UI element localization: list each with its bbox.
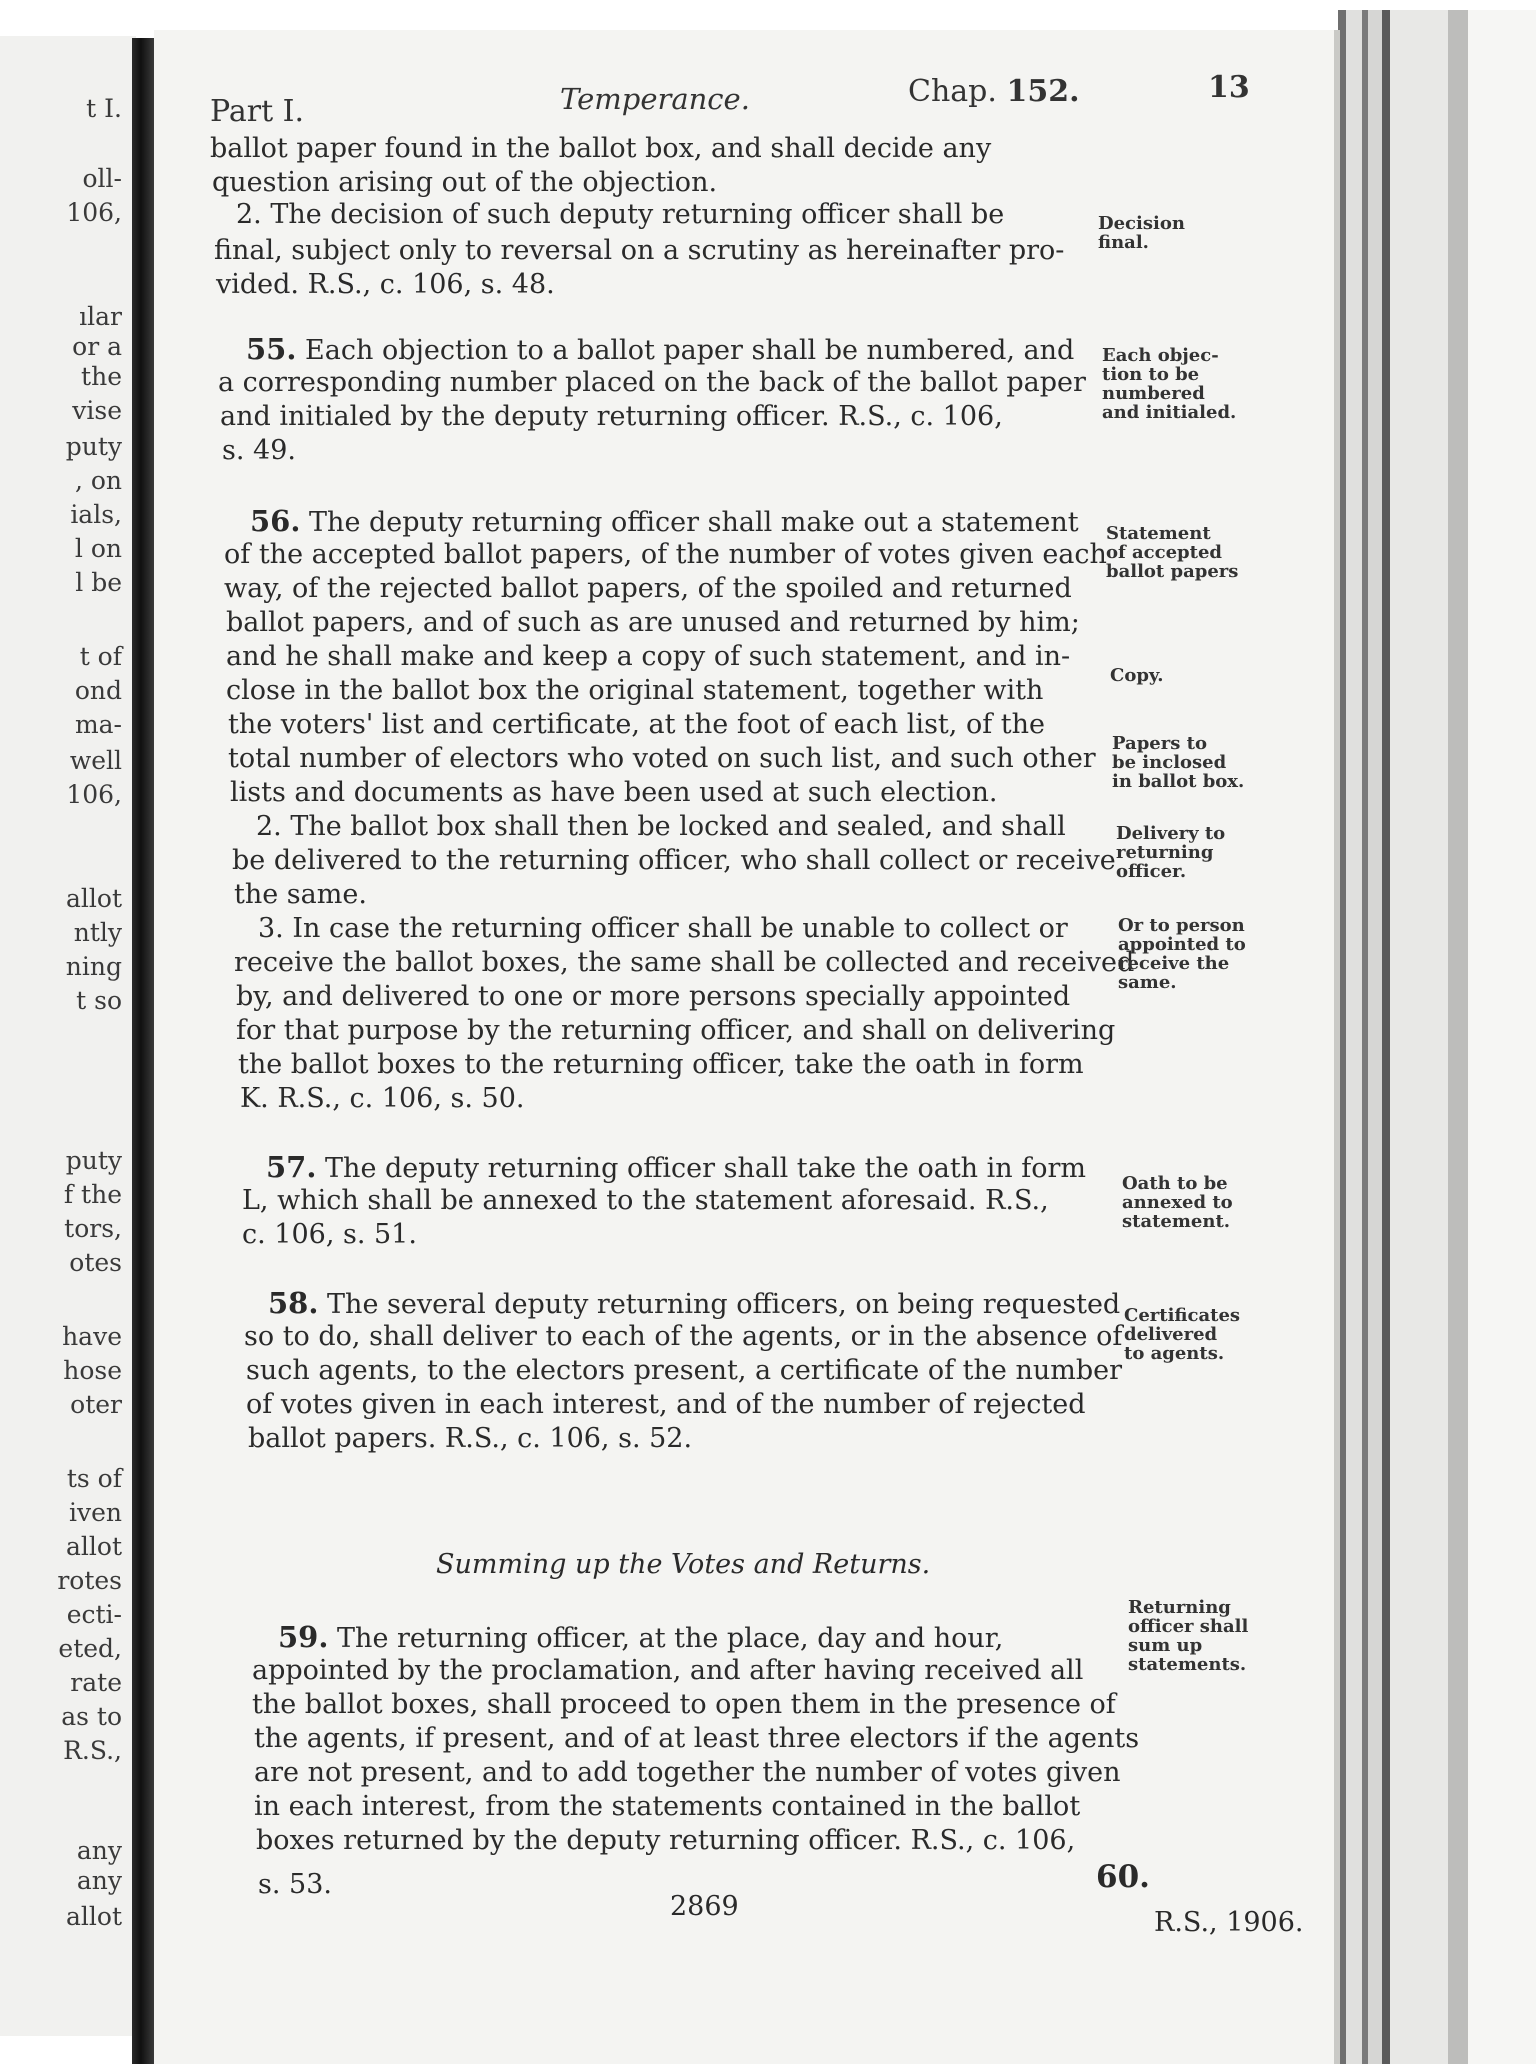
left-page-text-fragment: puty xyxy=(65,1146,122,1175)
left-page-text-fragment: allot xyxy=(66,1532,122,1561)
text-line: ballot paper found in the ballot box, and shall decide any xyxy=(210,133,992,164)
margin-note-certificates: Certificates delivered to agents. xyxy=(1124,1305,1241,1364)
left-page-text-fragment: puty xyxy=(65,432,122,461)
book-gutter xyxy=(132,38,154,2064)
left-page-text-fragment: ond xyxy=(74,676,122,705)
page-edges xyxy=(1338,10,1536,2064)
text-line: K. R.S., c. 106, s. 50. xyxy=(240,1083,525,1114)
text-line: 3. In case the returning officer shall be unable to collect or xyxy=(258,913,1068,944)
left-page-text-fragment: R.S., xyxy=(63,1736,122,1765)
text-line: s. 49. xyxy=(222,435,296,466)
left-page-text-fragment: ılar xyxy=(79,302,122,331)
left-page-text-fragment: l be xyxy=(75,568,122,597)
text-line: of the accepted ballot papers, of the number of votes given each xyxy=(224,539,1107,570)
section-55-line: 55. Each objection to a ballot paper shall be numbered, and xyxy=(246,332,1075,366)
subheading: Summing up the Votes and Returns. xyxy=(436,1549,931,1580)
margin-note-objection: Each objec- tion to be numbered and initialed. xyxy=(1102,345,1237,423)
section-56-line: 56. The deputy returning officer shall make out a statement xyxy=(250,504,1079,538)
text-line: ballot papers. R.S., c. 106, s. 52. xyxy=(248,1423,693,1454)
text-line: close in the ballot box the original statement, together with xyxy=(226,675,1044,706)
margin-note-person: Or to person appointed to receive the same. xyxy=(1118,915,1246,993)
left-page-text-fragment: as to xyxy=(61,1702,122,1731)
chapter-number: 152. xyxy=(1006,74,1080,109)
margin-note-returning: Returning officer shall sum up statements. xyxy=(1128,1597,1249,1675)
left-page-text-fragment: l on xyxy=(74,534,122,563)
text-line: so to do, shall deliver to each of the agents, or in the absence of xyxy=(244,1321,1123,1352)
left-page-text-fragment: eted, xyxy=(58,1634,122,1663)
left-page-text-fragment: or a xyxy=(72,332,122,361)
text-line: appointed by the proclamation, and after having received all xyxy=(252,1655,1084,1686)
left-page-text-fragment: any xyxy=(76,1836,122,1865)
folio-number: 2869 xyxy=(670,1891,739,1922)
left-page-text-fragment: f the xyxy=(63,1180,122,1209)
margin-note-statement: Statement of accepted ballot papers xyxy=(1106,523,1239,582)
text-line: 2. The ballot box shall then be locked and sealed, and shall xyxy=(256,811,1066,842)
text-line: of votes given in each interest, and of the number of rejected xyxy=(246,1389,1086,1420)
edition-mark: R.S., 1906. xyxy=(1154,1907,1304,1938)
text-line: a corresponding number placed on the back of the ballot paper xyxy=(218,367,1086,398)
header-title: Temperance. xyxy=(560,82,750,116)
left-page-text-fragment: t of xyxy=(79,642,122,671)
text-line: final, subject only to reversal on a scrutiny as hereinafter pro- xyxy=(214,235,1065,266)
left-page-text-fragment: have xyxy=(62,1322,122,1351)
text-line: such agents, to the electors present, a certificate of the number xyxy=(246,1355,1123,1386)
text-line: and he shall make and keep a copy of such statement, and in- xyxy=(226,641,1071,672)
chapter-label: Chap. xyxy=(908,74,997,109)
left-page-fragment xyxy=(0,36,136,2036)
section-58-line: 58. The several deputy returning officers, on being requested xyxy=(268,1286,1121,1320)
margin-note-delivery: Delivery to returning officer. xyxy=(1116,823,1226,882)
section-59-line: 59. The returning officer, at the place, day and hour, xyxy=(278,1620,1004,1654)
catchword: 60. xyxy=(1096,1859,1150,1895)
text-line: the ballot boxes to the returning officer, take the oath in form xyxy=(238,1049,1084,1080)
text-line: and initialed by the deputy returning officer. R.S., c. 106, xyxy=(220,401,1003,432)
left-page-text-fragment: ning xyxy=(65,952,122,981)
left-page-text-fragment: rotes xyxy=(57,1566,122,1595)
text-line: c. 106, s. 51. xyxy=(242,1219,417,1250)
text-line: question arising out of the objection. xyxy=(212,167,718,198)
page-number: 13 xyxy=(1208,70,1250,105)
text-line: L, which shall be annexed to the statement aforesaid. R.S., xyxy=(242,1185,1049,1216)
left-page-text-fragment: hose xyxy=(63,1356,122,1385)
left-page-text-fragment: oter xyxy=(70,1390,122,1419)
text-line: by, and delivered to one or more persons specially appointed xyxy=(236,981,1071,1012)
left-page-text-fragment: 106, xyxy=(66,780,122,809)
text-line: for that purpose by the returning officer, and shall on delivering xyxy=(236,1015,1116,1046)
header-part: Part I. xyxy=(210,94,305,129)
section-number: 55. xyxy=(246,332,297,366)
left-page-text-fragment: ntly xyxy=(73,918,122,947)
text-line: total number of electors who voted on such list, and such other xyxy=(228,743,1096,774)
left-page-text-fragment: ts of xyxy=(66,1464,122,1493)
left-page-text-fragment: the xyxy=(81,362,122,391)
left-page-text-fragment: oll- xyxy=(82,164,122,193)
left-page-text-fragment: tors, xyxy=(64,1214,122,1243)
section-number: 56. xyxy=(250,504,301,538)
left-page-text-fragment: otes xyxy=(69,1248,122,1277)
left-page-text-fragment: ma- xyxy=(74,710,122,739)
left-page-text-fragment: vise xyxy=(72,396,122,425)
section-number: 59. xyxy=(278,1620,329,1654)
text-line: s. 53. xyxy=(258,1869,332,1900)
right-page xyxy=(154,30,1340,2064)
text-line: boxes returned by the deputy returning officer. R.S., c. 106, xyxy=(256,1825,1076,1856)
left-page-text-fragment: rate xyxy=(70,1668,122,1697)
text-line: be delivered to the returning officer, who shall collect or receive xyxy=(232,845,1116,876)
left-page-text-fragment: 106, xyxy=(66,198,122,227)
text-line: the ballot boxes, shall proceed to open them in the presence of xyxy=(252,1689,1116,1720)
text-line: the voters' list and certificate, at the foot of each list, of the xyxy=(228,709,1045,740)
left-page-text-fragment: , on xyxy=(74,466,122,495)
text-line: vided. R.S., c. 106, s. 48. xyxy=(216,269,555,300)
text-line: 2. The decision of such deputy returning officer shall be xyxy=(236,199,1005,230)
text-line: in each interest, from the statements contained in the ballot xyxy=(254,1791,1081,1822)
left-page-text-fragment: allot xyxy=(66,1902,122,1931)
text-line: the agents, if present, and of at least three electors if the agents xyxy=(254,1723,1140,1754)
section-number: 57. xyxy=(266,1150,317,1184)
text-line: lists and documents as have been used at such election. xyxy=(230,777,998,808)
margin-note-papers: Papers to be inclosed in ballot box. xyxy=(1112,733,1245,792)
margin-note-decision: Decision final. xyxy=(1098,213,1185,253)
text-line: are not present, and to add together the number of votes given xyxy=(254,1757,1121,1788)
text-line: receive the ballot boxes, the same shall be collected and received xyxy=(234,947,1135,978)
left-page-text-fragment: ecti- xyxy=(66,1600,122,1629)
left-page-text-fragment: allot xyxy=(66,884,122,913)
section-57-line: 57. The deputy returning officer shall take the oath in form xyxy=(266,1150,1087,1184)
section-number: 58. xyxy=(268,1286,319,1320)
left-page-text-fragment: t I. xyxy=(86,94,122,123)
left-page-text-fragment: ials, xyxy=(70,500,122,529)
text-line: way, of the rejected ballot papers, of the spoiled and returned xyxy=(224,573,1072,604)
text-line: ballot papers, and of such as are unused and returned by him; xyxy=(226,607,1080,638)
header-chapter xyxy=(908,74,1080,109)
margin-note-copy: Copy. xyxy=(1110,665,1164,686)
left-page-text-fragment: iven xyxy=(68,1498,122,1527)
left-page-text-fragment: any xyxy=(76,1866,122,1895)
left-page-text-fragment: t so xyxy=(76,986,122,1015)
text-line: the same. xyxy=(234,879,367,910)
left-page-text-fragment: well xyxy=(69,746,122,775)
margin-note-oath: Oath to be annexed to statement. xyxy=(1122,1173,1233,1232)
